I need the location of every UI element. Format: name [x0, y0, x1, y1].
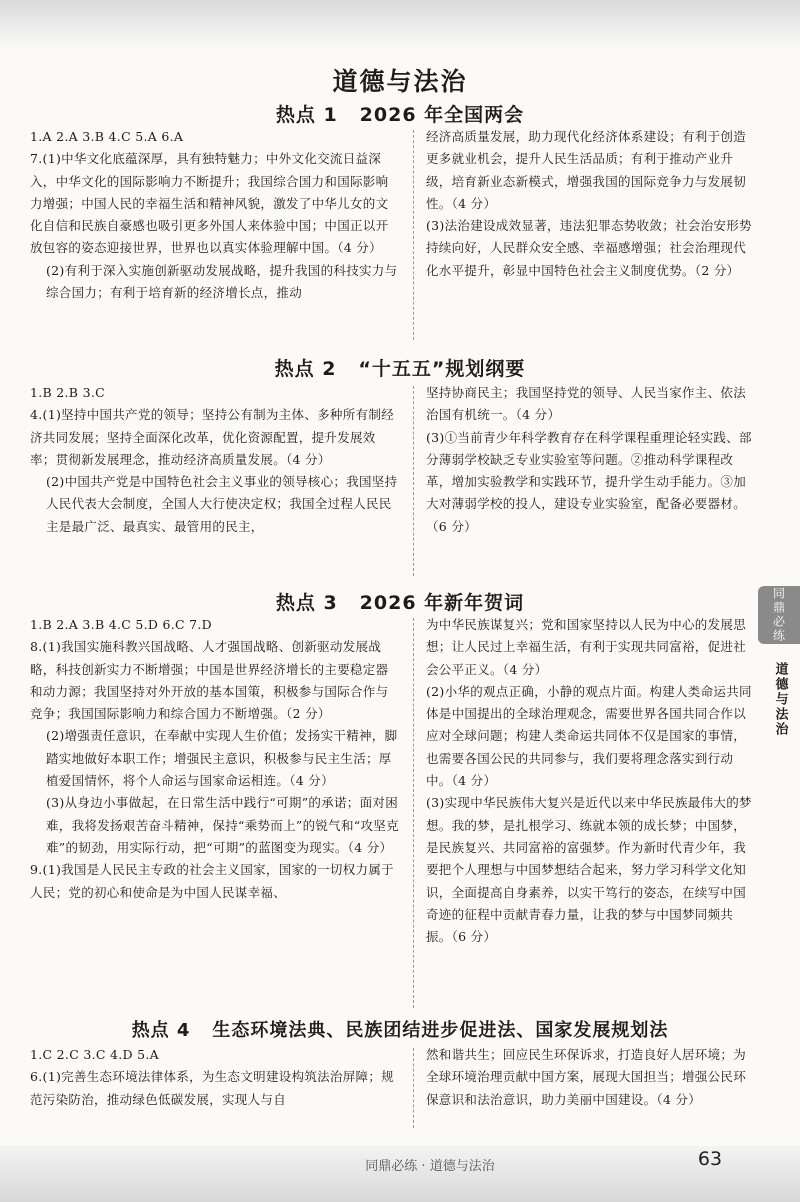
footer-title: 同鼎必练 · 道德与法治	[365, 1159, 495, 1174]
page-number: 63	[697, 1148, 723, 1170]
answer-paragraph: (3)从身边小事做起，在日常生活中践行“可期”的承诺；面对困难，我将发扬艰苦奋斗精神，保持“乘势而上”的锐气和“攻坚克难”的韧劲，用实际行动，把“可期”的蓝图变为现实。（4 分）	[46, 795, 399, 855]
section-heading-text: 生态环境法典、民族团结进步促进法、国家发展规划法	[212, 1020, 669, 1041]
section-heading-text: 2026 年全国两会	[359, 104, 525, 126]
column-divider	[413, 1048, 415, 1128]
side-subject-label: 道德与法治	[772, 661, 788, 737]
section-heading-4	[0, 1016, 800, 1042]
answer-paragraph: (2)增强责任意识，在奉献中实现人生价值；发扬实干精神，脚踏实地做好本职工作；增强民主意识，积极参与民主生活；厚植爱国情怀，将个人命运与国家命运相连。（4 分）	[46, 728, 398, 789]
section-heading-text: “十五五”规划纲要	[358, 358, 526, 380]
answer-key: 1.C 2.C 3.C 4.D 5.A	[30, 1047, 159, 1062]
answer-paragraph: 坚持协商民主；我国坚持党的领导、人民当家作主、依法治国有机统一。（4 分）	[426, 385, 747, 423]
section-1-left-column	[30, 126, 400, 304]
answer-paragraph: 6.(1)完善生态环境法律体系，为生态文明建设构筑法治屏障；规范污染防治，推动绿色低碳发展，实现人与自	[30, 1069, 394, 1107]
answer-paragraph: 然和谐共生；回应民生环保诉求，打造良好人居环境；为全球环境治理贡献中国方案，展现大国担当；增强公民环保意识和法治意识，助力美丽中国建设。（4 分）	[426, 1047, 747, 1107]
answer-key: 1.B 2.A 3.B 4.C 5.D 6.C 7.D	[30, 617, 212, 632]
answer-key: 1.B 2.B 3.C	[30, 385, 105, 400]
section-heading-text: 2026 年新年贺词	[359, 592, 525, 614]
section-4-left-column	[30, 1044, 400, 1111]
section-label: 热点 4	[131, 1020, 191, 1041]
answer-paragraph: (2)中国共产党是中国特色社会主义事业的领导核心；我国坚持人民代表大会制度，全国人大行使决定权；我国全过程人民民主是最广泛、最真实、最管用的民主，	[46, 474, 398, 534]
answer-paragraph: 经济高质量发展，助力现代化经济体系建设；有利于创造更多就业机会，提升人民生活品质；有利于推动产业升级，培育新业态新模式，增强我国的国际竞争力与发展韧性。（4 分）	[426, 129, 747, 211]
answer-paragraph: (3)①当前青少年科学教育存在科学课程重理论轻实践、部分薄弱学校缺乏专业实验室等问题。②推动科学课程改革，增加实验教学和实践环节，提升学生动手能力。③加大对薄弱学校的投人，建设专业实验室，配备必要器材。（6 分）	[426, 429, 752, 534]
answer-paragraph: 4.(1)坚持中国共产党的领导；坚持公有制为主体、多种所有制经济共同发展；坚持全面深化改革，优化资源配置，提升发展效率；贯彻新发展理念，推动经济高质量发展。（4 分）	[30, 407, 394, 467]
answer-paragraph: (3)法治建设成效显著，违法犯罪态势收敛；社会治安形势持续向好，人民群众安全感、幸福感增强；社会治理现代化水平提升，彰显中国特色社会主义制度优势。（2 分）	[426, 218, 752, 278]
section-2-left-column	[30, 382, 400, 538]
answer-paragraph: (2)有利于深入实施创新驱动发展战略，提升我国的科技实力与综合国力；有利于培育新的经济增长点，推动	[46, 262, 398, 301]
section-label: 热点 2	[274, 358, 337, 380]
section-label: 热点 3	[275, 592, 338, 614]
section-3-right-column	[426, 614, 756, 948]
answer-key: 1.A 2.A 3.B 4.C 5.A 6.A	[30, 129, 184, 144]
answer-paragraph: 为中华民族谋复兴；党和国家坚持以人民为中心的发展思想；让人民过上幸福生活，有利于实现共同富裕，促进社会公平正义。（4 分）	[426, 617, 747, 677]
answer-paragraph: 8.(1)我国实施科教兴国战略、人才强国战略、创新驱动发展战略，科技创新实力不断增强；中国是世界经济增长的主要稳定器和动力源；我国坚持对外开放的基本国策，积极参与国际合作与竞争；我国国际影响力和综合国力不断增强。（2 分）	[30, 639, 389, 722]
answer-paragraph: (2)小华的观点正确，小静的观点片面。构建人类命运共同体是中国提出的全球治理观念，需要世界各国共同合作以应对全球问题；构建人类命运共同体不仅是国家的事情，也需要各国公民的共同参与，我们要将理念落实到行动中。（4 分）	[426, 683, 752, 789]
section-label: 热点 1	[275, 104, 338, 126]
section-heading-3	[0, 588, 800, 615]
section-3-left-column	[30, 614, 400, 904]
column-divider	[413, 386, 415, 576]
answer-paragraph: (3)实现中华民族伟大复兴是近代以来中华民族最伟大的梦想。我的梦，是扎根学习、练就本领的成长梦；中国梦，是民族复兴、共同富裕的富强梦。作为新时代青少年，我要把个人理想与中国梦想结合起来，努力学习科学文化知识，全面提高自身素养，以实干笃行的姿态，在续写中国奇迹的征程中贡献青春力量，让我的梦与中国梦同频共振。（6 分）	[426, 795, 752, 945]
section-heading-1	[0, 100, 800, 127]
column-divider	[413, 618, 415, 1008]
answer-paragraph: 9.(1)我国是人民民主专政的社会主义国家，国家的一切权力属于人民；党的初心和使命是为中国人民谋幸福、	[30, 862, 394, 900]
answer-paragraph: 7.(1)中华文化底蕴深厚，具有独特魅力；中外文化交流日益深入，中华文化的国际影响力不断提升；我国综合国力和国际影响力增强；中国人民的幸福生活和精神风貌，激发了中华儿女的文化自信和民族自豪感也吸引更多外国人来体验中国；中国正以开放包容的姿态迎接世界，世界也以真实体验理解中国。（4 分）	[30, 151, 389, 256]
section-heading-2	[0, 354, 800, 381]
page-title: 道德与法治	[332, 67, 468, 96]
section-1-right-column	[426, 126, 758, 282]
section-4-right-column	[426, 1044, 758, 1111]
section-2-right-column	[426, 382, 758, 538]
top-shadow-bar	[0, 0, 800, 50]
side-book-tab: 同鼎必练	[758, 586, 800, 644]
column-divider	[413, 130, 415, 340]
